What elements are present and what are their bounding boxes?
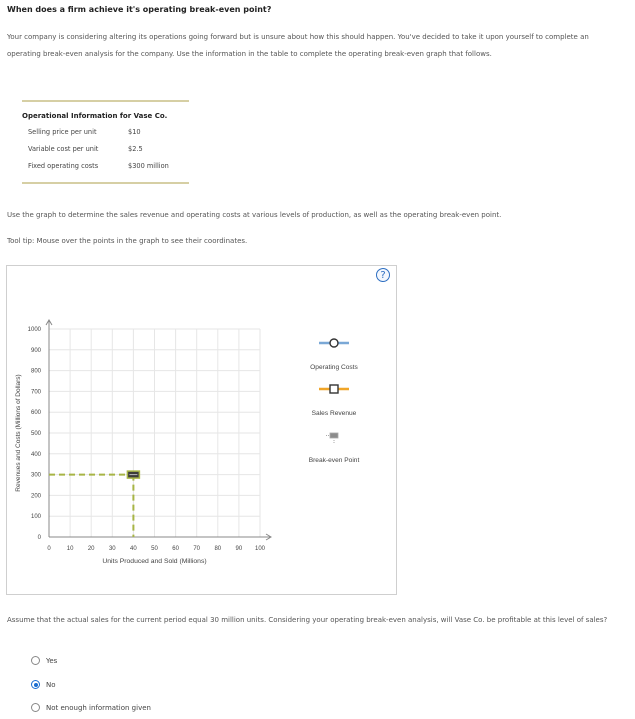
info-row-selling-price (28, 128, 141, 136)
x-tick-label: 100 (254, 546, 266, 552)
legend-sales-revenue-marker (330, 385, 338, 393)
intro-paragraph: Your company is considering altering its operations going forward but is unsure about how this should happen. You've decided to take it upon yourself to complete an operating break-even analysis for the company. Use the information in the table to complete the operating break-even graph that follows. (7, 33, 589, 58)
y-axis-label: Revenues and Costs (Millions of Dollars) (15, 374, 22, 492)
radio-not-enough-info[interactable] (31, 703, 40, 712)
legend-break-even-marker (330, 433, 338, 438)
info-row-variable-cost (28, 145, 143, 153)
y-tick-label: 100 (30, 514, 41, 521)
x-tick-label: 70 (193, 546, 201, 552)
info-row-value: $300 million (128, 162, 169, 170)
x-tick-label: 0 (47, 546, 51, 552)
x-tick-label: 10 (66, 546, 74, 552)
y-tick-label: 0 (37, 535, 41, 541)
info-row-label: Selling price per unit (28, 128, 97, 136)
legend-break-even-label: Break-even Point (308, 457, 360, 464)
x-tick-label: 80 (214, 546, 222, 552)
operational-info-table (22, 100, 189, 184)
info-table-title: Operational Information for Vase Co. (22, 112, 168, 120)
tooltip-hint: Tool tip: Mouse over the points in the graph to see their coordinates. (7, 237, 248, 245)
x-tick-label: 50 (151, 546, 158, 552)
x-axis-label: Units Produced and Sold (Millions) (102, 558, 207, 565)
x-tick-label: 90 (235, 546, 243, 552)
y-tick-label: 200 (30, 493, 41, 500)
help-button[interactable]: ? (376, 268, 390, 282)
x-tick-label: 60 (172, 546, 179, 552)
radio-no[interactable] (31, 680, 40, 689)
y-tick-label: 900 (30, 347, 41, 354)
info-row-label: Variable cost per unit (28, 145, 99, 153)
option-label: No (46, 681, 56, 689)
y-tick-label: 600 (30, 410, 41, 417)
graph-panel (6, 265, 397, 595)
x-tick-label: 20 (87, 546, 95, 552)
y-tick-label: 700 (30, 389, 41, 396)
info-row-fixed-costs (28, 162, 169, 170)
question-title: When does a firm achieve it's operating break-even point? (7, 5, 272, 14)
y-tick-label: 1000 (27, 327, 41, 333)
radio-yes[interactable] (31, 656, 40, 665)
info-row-label: Fixed operating costs (28, 162, 99, 170)
x-tick-label: 30 (108, 546, 116, 552)
y-tick-label: 300 (30, 472, 41, 479)
y-tick-label: 400 (30, 451, 41, 458)
option-label: Not enough information given (46, 704, 151, 712)
option-label: Yes (46, 657, 58, 665)
profitability-question: Assume that the actual sales for the current period equal 30 million units. Considering your operating break-even analysis, will Vase Co. be profitable at this level of sales? (7, 616, 608, 624)
y-tick-label: 800 (30, 368, 41, 375)
info-row-value: $2.5 (128, 145, 143, 153)
legend-operating-costs-marker (330, 339, 338, 347)
graph-instructions: Use the graph to determine the sales revenue and operating costs at various levels of production, as well as the operating break-even point. (7, 211, 502, 219)
info-row-value: $10 (128, 128, 141, 136)
y-tick-label: 500 (30, 431, 41, 437)
x-tick-label: 40 (130, 546, 137, 552)
legend-operating-costs-label: Operating Costs (310, 364, 358, 371)
break-even-chart[interactable] (7, 266, 396, 594)
legend-sales-revenue-label: Sales Revenue (311, 410, 357, 417)
